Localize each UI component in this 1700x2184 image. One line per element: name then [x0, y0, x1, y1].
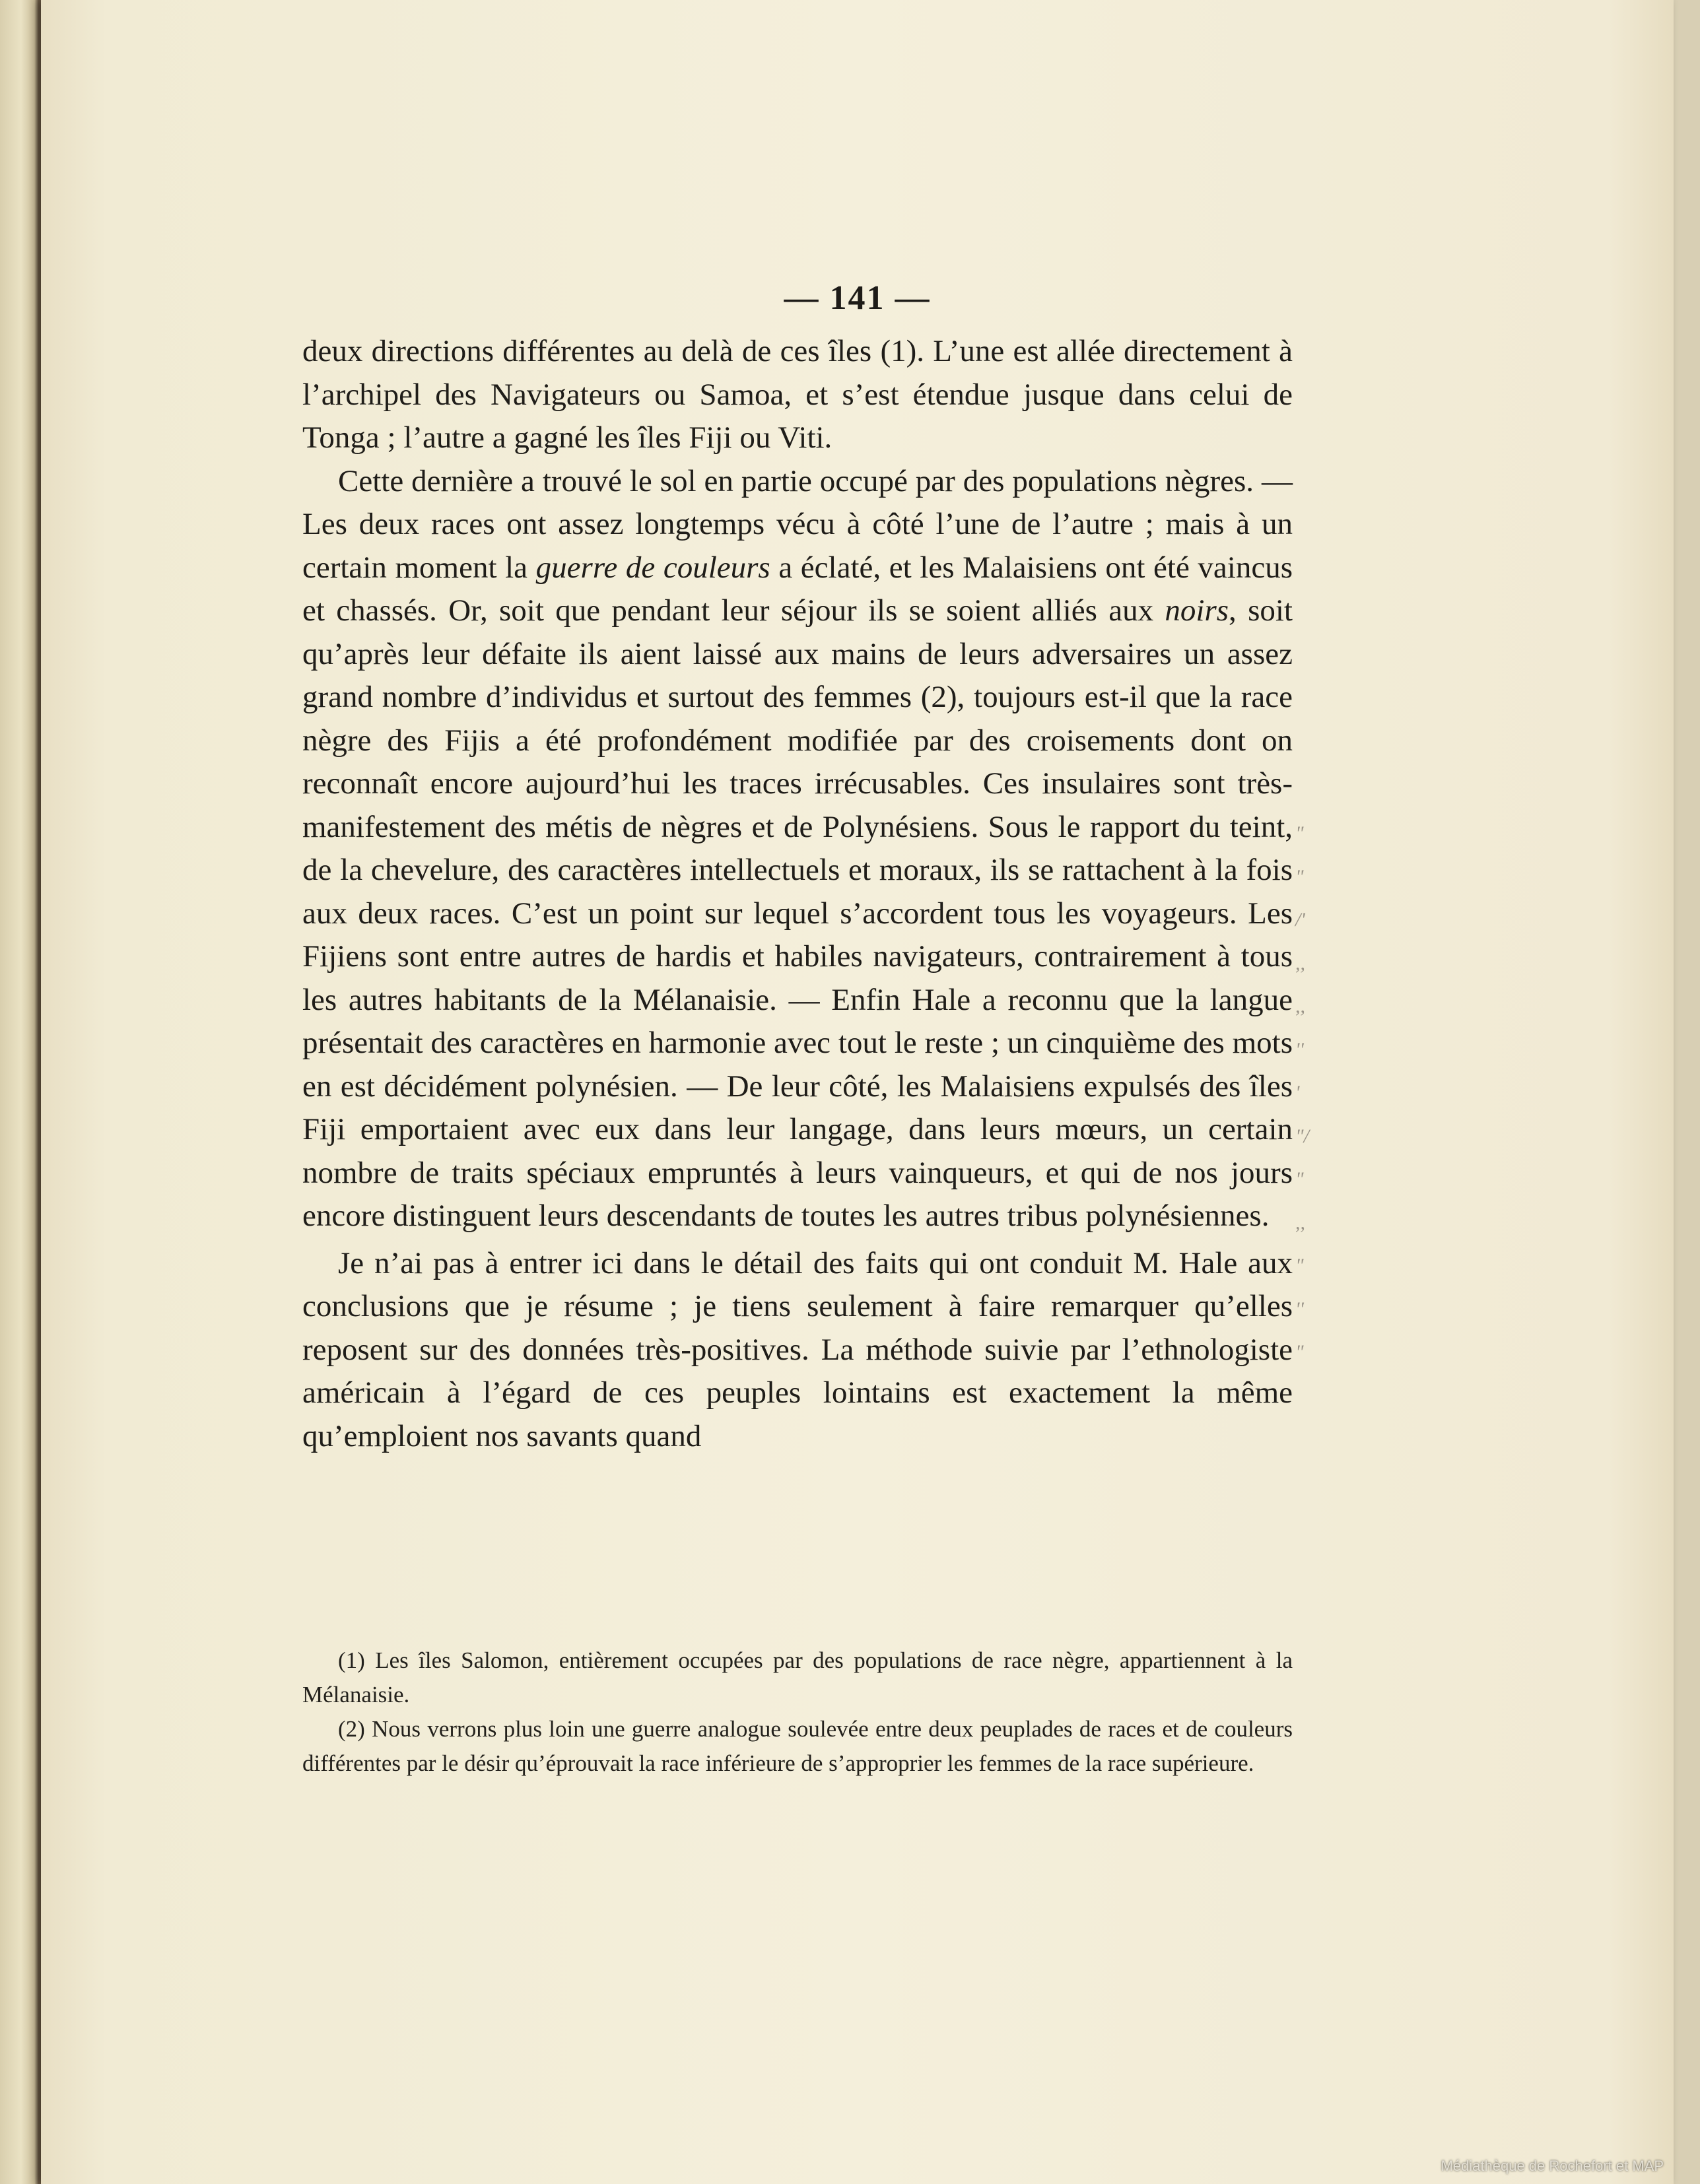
paragraph-2-part-a: Cette dernière a trouvé le sol en partie occupé par des populations nègres. — Les deux races ont assez longtemps vécu à côté l’une de l’autre ; mais à un certain moment la	[302, 463, 1293, 585]
library-credit: Médiathèque de Rochefort et MAP	[1441, 2158, 1664, 2174]
book-page	[41, 0, 1674, 2184]
footnote-1: (1) Les îles Salomon, entièrement occupées par des populations de race nègre, appartiennent à la Mélanaisie.	[302, 1647, 1293, 1707]
paragraph-2-part-c: , soit qu’après leur défaite ils aient laissé aux mains de leurs adversaires un assez grand nombre d’individus et surtout des femmes (2), toujours est-il que la race nègre des Fijis a été profondément modifiée par des croisements dont on reconnaît encore aujourd’hui les traces irrécusables. Ces insulaires sont très-manifestement des métis de nègres et de Polynésiens. Sous le rapport du teint, de la chevelure, des caractères intellectuels et moraux, ils se rattachent à la fois aux deux races. C’est un point sur lequel s’accordent tous les voyageurs. Les Fijiens sont entre autres de hardis et habiles navigateurs, contrairement à tous les autres habitants de la Mélanaisie. — Enfin Hale a reconnu que la langue présentait des caractères en harmonie avec tout le reste ; un cinquième des mots en est décidément polynésien. — De leur côté, les Malaisiens expulsés des îles Fiji emportaient avec eux dans leur langage, dans leurs mœurs, un certain nombre de traits spéciaux empruntés à leurs vainqueurs, et qui de nos jours encore distinguent leurs descendants de toutes les autres tribus polynésiennes.	[302, 593, 1293, 1233]
footnote-2: (2) Nous verrons plus loin une guerre analogue soulevée entre deux peuplades de races et de couleurs différentes par le désir qu’éprouvait la race inférieure de s’approprier les femmes de la race supérieure.	[302, 1716, 1293, 1776]
footnotes	[302, 1643, 1293, 1781]
right-scan-margin	[1674, 0, 1700, 2184]
left-page-edge	[0, 0, 38, 2184]
paragraph-1: deux directions différentes au delà de ces îles (1). L’une est allée directement à l’archipel des Navigateurs ou Samoa, et s’est étendue jusque dans celui de Tonga ; l’autre a gagné les îles Fiji ou Viti.	[302, 334, 1293, 455]
paragraph-2	[302, 460, 1293, 1238]
body-text	[302, 330, 1293, 1458]
italic-guerre-de-couleurs: guerre de couleurs	[535, 550, 770, 585]
page-number: — 141 —	[784, 279, 931, 317]
pencil-margin-marks: " " /' ,, ,, '' ' "/ " ,, " '' "	[1295, 822, 1309, 1363]
paragraph-2-part-b: a éclaté, et les Malaisiens ont été vaincus et chassés. Or, soit que pendant leur séjour ils se soient alliés aux	[302, 550, 1293, 628]
paragraph-3: Je n’ai pas à entrer ici dans le détail des faits qui ont conduit M. Hale aux conclusions que je résume ; je tiens seulement à faire remarquer qu’elles reposent sur des données très-positives. La méthode suivie par l’ethnologiste américain à l’égard de ces peuples lointains est exactement la même qu’emploient nos savants quand	[302, 1245, 1293, 1453]
italic-noirs: noirs	[1165, 593, 1229, 628]
